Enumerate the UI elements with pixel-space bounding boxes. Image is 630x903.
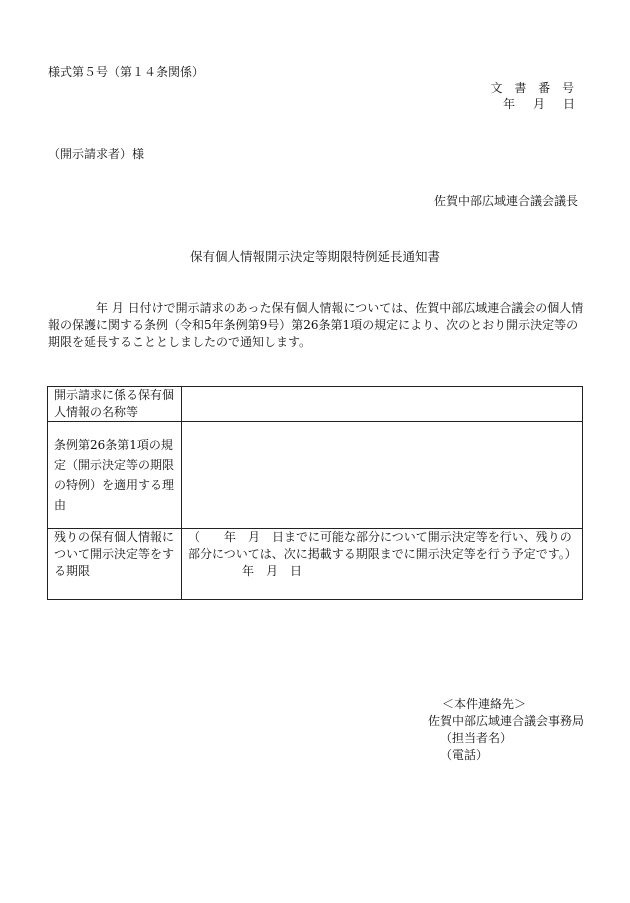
table-row <box>48 387 583 422</box>
contact-person: （担当者名） <box>440 731 513 745</box>
row-header-reason: 条例第26条第1項の規定（開示決定等の期限の特例）を適用する理由 <box>48 422 182 529</box>
contact-office: 佐賀中部広域連合議会事務局 <box>428 714 585 728</box>
issuer: 佐賀中部広域連合議会議長 <box>433 194 578 208</box>
deadline-date: 年 月 日 <box>242 564 303 578</box>
row-value-deadline <box>182 529 583 600</box>
addressee: （開示請求者）様 <box>48 147 145 161</box>
form-number: 様式第５号（第１４条関係） <box>48 65 205 79</box>
info-table <box>47 386 583 600</box>
table-row <box>48 422 583 529</box>
row-header-deadline: 残りの保有個人情報について開示決定等をする期限 <box>48 529 182 600</box>
deadline-note: （ 年 月 日までに可能な部分について開示決定等を行い、残りの部分については、次に掲載する期限までに開示決定等を行う予定です。） <box>188 530 577 561</box>
body-paragraph: 年 月 日付けで開示請求のあった保有個人情報については、佐賀中部広域連合議会の個人情報の保護に関する条例（令和5年条例第9号）第26条第1項の規定により、次のとおり開示決定等の期限を延長することとしましたので通知します。 <box>48 301 584 349</box>
document-title: 保有個人情報開示決定等期限特例延長通知書 <box>189 249 440 264</box>
row-value-reason <box>182 422 583 529</box>
table-row <box>48 529 583 600</box>
row-header-info-name: 開示請求に係る保有個人情報の名称等 <box>48 387 182 422</box>
document-number-label: 文 書 番 号 <box>490 81 578 95</box>
date-label: 年 月 日 <box>502 97 578 111</box>
contact-phone: （電話） <box>440 748 489 762</box>
row-value-info-name <box>182 387 583 422</box>
contact-block <box>428 696 584 764</box>
contact-heading: ＜本件連絡先＞ <box>442 697 527 711</box>
